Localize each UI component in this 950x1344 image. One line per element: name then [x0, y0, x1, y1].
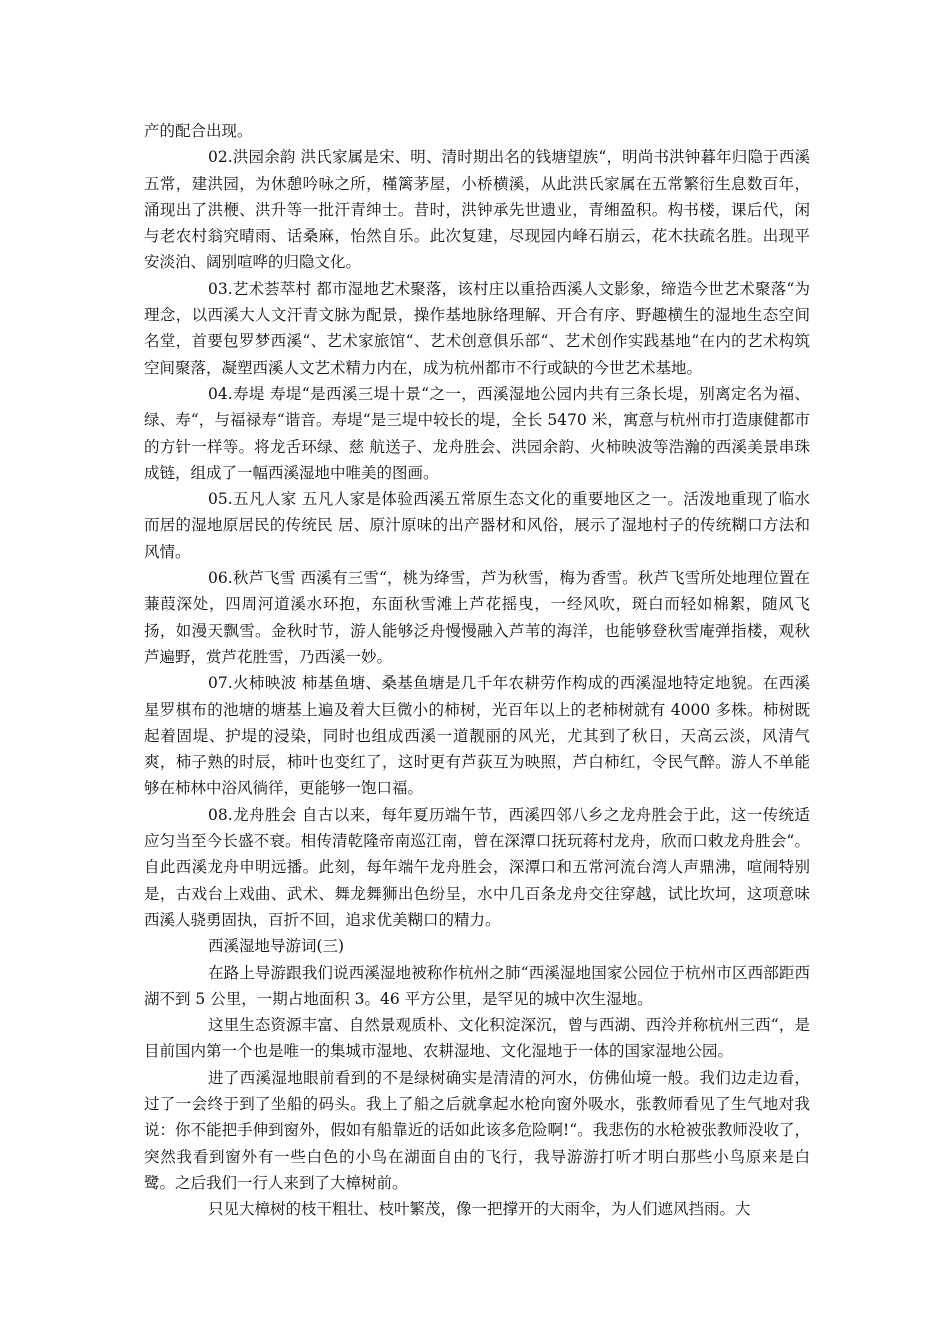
paragraph-ecology: 这里生态资源丰富、自然景观质朴、文化积淀深沉，曾与西湖、西泠并称杭州三西“，是目前国内第一个也是唯一的集城市湿地、农耕湿地、文化湿地于一体的国家湿地公园。 [144, 1016, 810, 1061]
paragraph-art-village: 03.艺术荟萃村 都市湿地艺术聚落，该村庄以重拾西溪人文影象，缔造今世艺术聚落“为理念，以西溪大人文汗青文脉为配景，操作基地脉络理解、开合有序、野趣横生的湿地生态空间名堂，首要包罗梦西溪“、艺术家旅馆“、艺术创意俱乐部“、艺术创作实践基地“在内的艺术构筑空间聚落，凝塑西溪人文艺术精力内在，成为杭州都市不行或缺的今世艺术基地。 [144, 279, 810, 377]
paragraph-boat-trip: 进了西溪湿地眼前看到的不是绿树确实是清清的河水，仿佛仙境一般。我们边走边看，过了一会终于到了坐船的码头。我上了船之后就拿起水枪向窗外吸水，张教师看见了生气地对我说：你不能把手伸到窗外，假如有船靠近的话如此该多危险啊!“。我悲伤的水枪被张教师没收了，突然我看到窗外有一些白色的小鸟在湖面自由的飞行，我导游游打听才明白那些小鸟原来是白鹭。之后我们一行人来到了大樟树前。 [144, 1068, 810, 1192]
paragraph-wufan: 05.五凡人家 五凡人家是体验西溪五常原生态文化的重要地区之一。活泼地重现了临水而居的湿地原居民的传统民 居、原汁原味的出产器材和风俗，展示了湿地村子的传统糊口方法和风情。 [144, 490, 810, 561]
document-body [144, 118, 810, 1222]
section-heading: 西溪湿地导游词(三) [208, 937, 345, 956]
paragraph-continuation: 产的配合出现。 [144, 122, 253, 140]
paragraph-huoshi: 07.火柿映波 柿基鱼塘、桑基鱼塘是几千年农耕劳作构成的西溪湿地特定地貌。在西溪星罗棋布的池塘的塘基上遍及着大巨微小的柿树，光百年以上的老柿树就有 4000 多株。柿树既起着固堤、护堤的浸染，同时也组成西溪一道靓丽的风光，尤其到了秋日，天高云淡，风清气爽，柿子熟的时辰，柿叶也变红了，这时更有芦荻互为映照，芦白柿红，令民气醉。游人不单能够在柿林中浴风徜徉，更能够一饱口福。 [144, 674, 810, 798]
paragraph-shoudi: 04.寿堤 寿堤“是西溪三堤十景“之一，西溪湿地公园内共有三条长堤，别离定名为福、绿、寿“，与福禄寿“谐音。寿堤“是三堤中较长的堤，全长 5470 米，寓意与杭州市打造康健都市的方针一样等。将龙舌环绿、慈 航送子、龙舟胜会、洪园余韵、火柿映波等浩瀚的西溪美景串珠成链，组成了一幅西溪湿地中唯美的图画。 [144, 384, 810, 482]
paragraph-intro: 在路上导游跟我们说西溪湿地被称作杭州之肺“西溪湿地国家公园位于杭州市区西部距西湖不到 5 公里，一期占地面积 3。46 平方公里，是罕见的城中次生湿地。 [144, 963, 810, 1008]
paragraph-camphor-tree: 只见大樟树的枝干粗壮、枝叶繁茂，像一把撑开的大雨伞，为人们遮风挡雨。大 [208, 1200, 751, 1219]
paragraph-qiulu: 06.秋芦飞雪 西溪有三雪“，桃为绛雪，芦为秋雪，梅为香雪。秋芦飞雪所处地理位置在蒹葭深处，四周河道溪水环抱，东面秋雪滩上芦花摇曳，一经风吹，斑白而轻如棉絮，随风飞扬，如漫天飘雪。金秋时节，游人能够泛舟慢慢融入芦苇的海洋，也能够登秋雪庵弹指楼，观秋芦遍野，赏芦花胜雪，乃西溪一妙。 [144, 569, 810, 666]
paragraph-longzhou: 08.龙舟胜会 自古以来，每年夏历端午节，西溪四邻八乡之龙舟胜会于此，这一传统适应匀当至今长盛不衰。相传清乾隆帝南巡江南，曾在深潭口抚玩蒋村龙舟，欣而口敕龙舟胜会“。自此西溪龙舟申明远播。此刻，每年端午龙舟胜会，深潭口和五常河流台湾人声鼎沸，喧闹特别是，古戏台上戏曲、武术、舞龙舞狮出色纷呈，水中几百条龙舟交往穿越，试比坎坷，这项意味西溪人骁勇固执，百折不回，追求优美糊口的精力。 [144, 805, 810, 929]
paragraph-hongyuan: 02.洪园余韵 洪氏家属是宋、明、清时期出名的钱塘望族“，明尚书洪钟暮年归隐于西溪五常，建洪园，为休憩吟咏之所，槿篱茅屋，小桥横溪，从此洪氏家属在五常繁衍生息数百年，涌现出了洪楩、洪升等一批汗青绅士。昔时，洪钟承先世遗业，青缃盈积。构书楼，课后代，闲与老农村翁究晴雨、话桑麻，怡然自乐。此次复建，尽现园内峰石崩云，花木扶疏名胜。出现平安淡泊、阔别喧哗的归隐文化。 [144, 148, 810, 272]
